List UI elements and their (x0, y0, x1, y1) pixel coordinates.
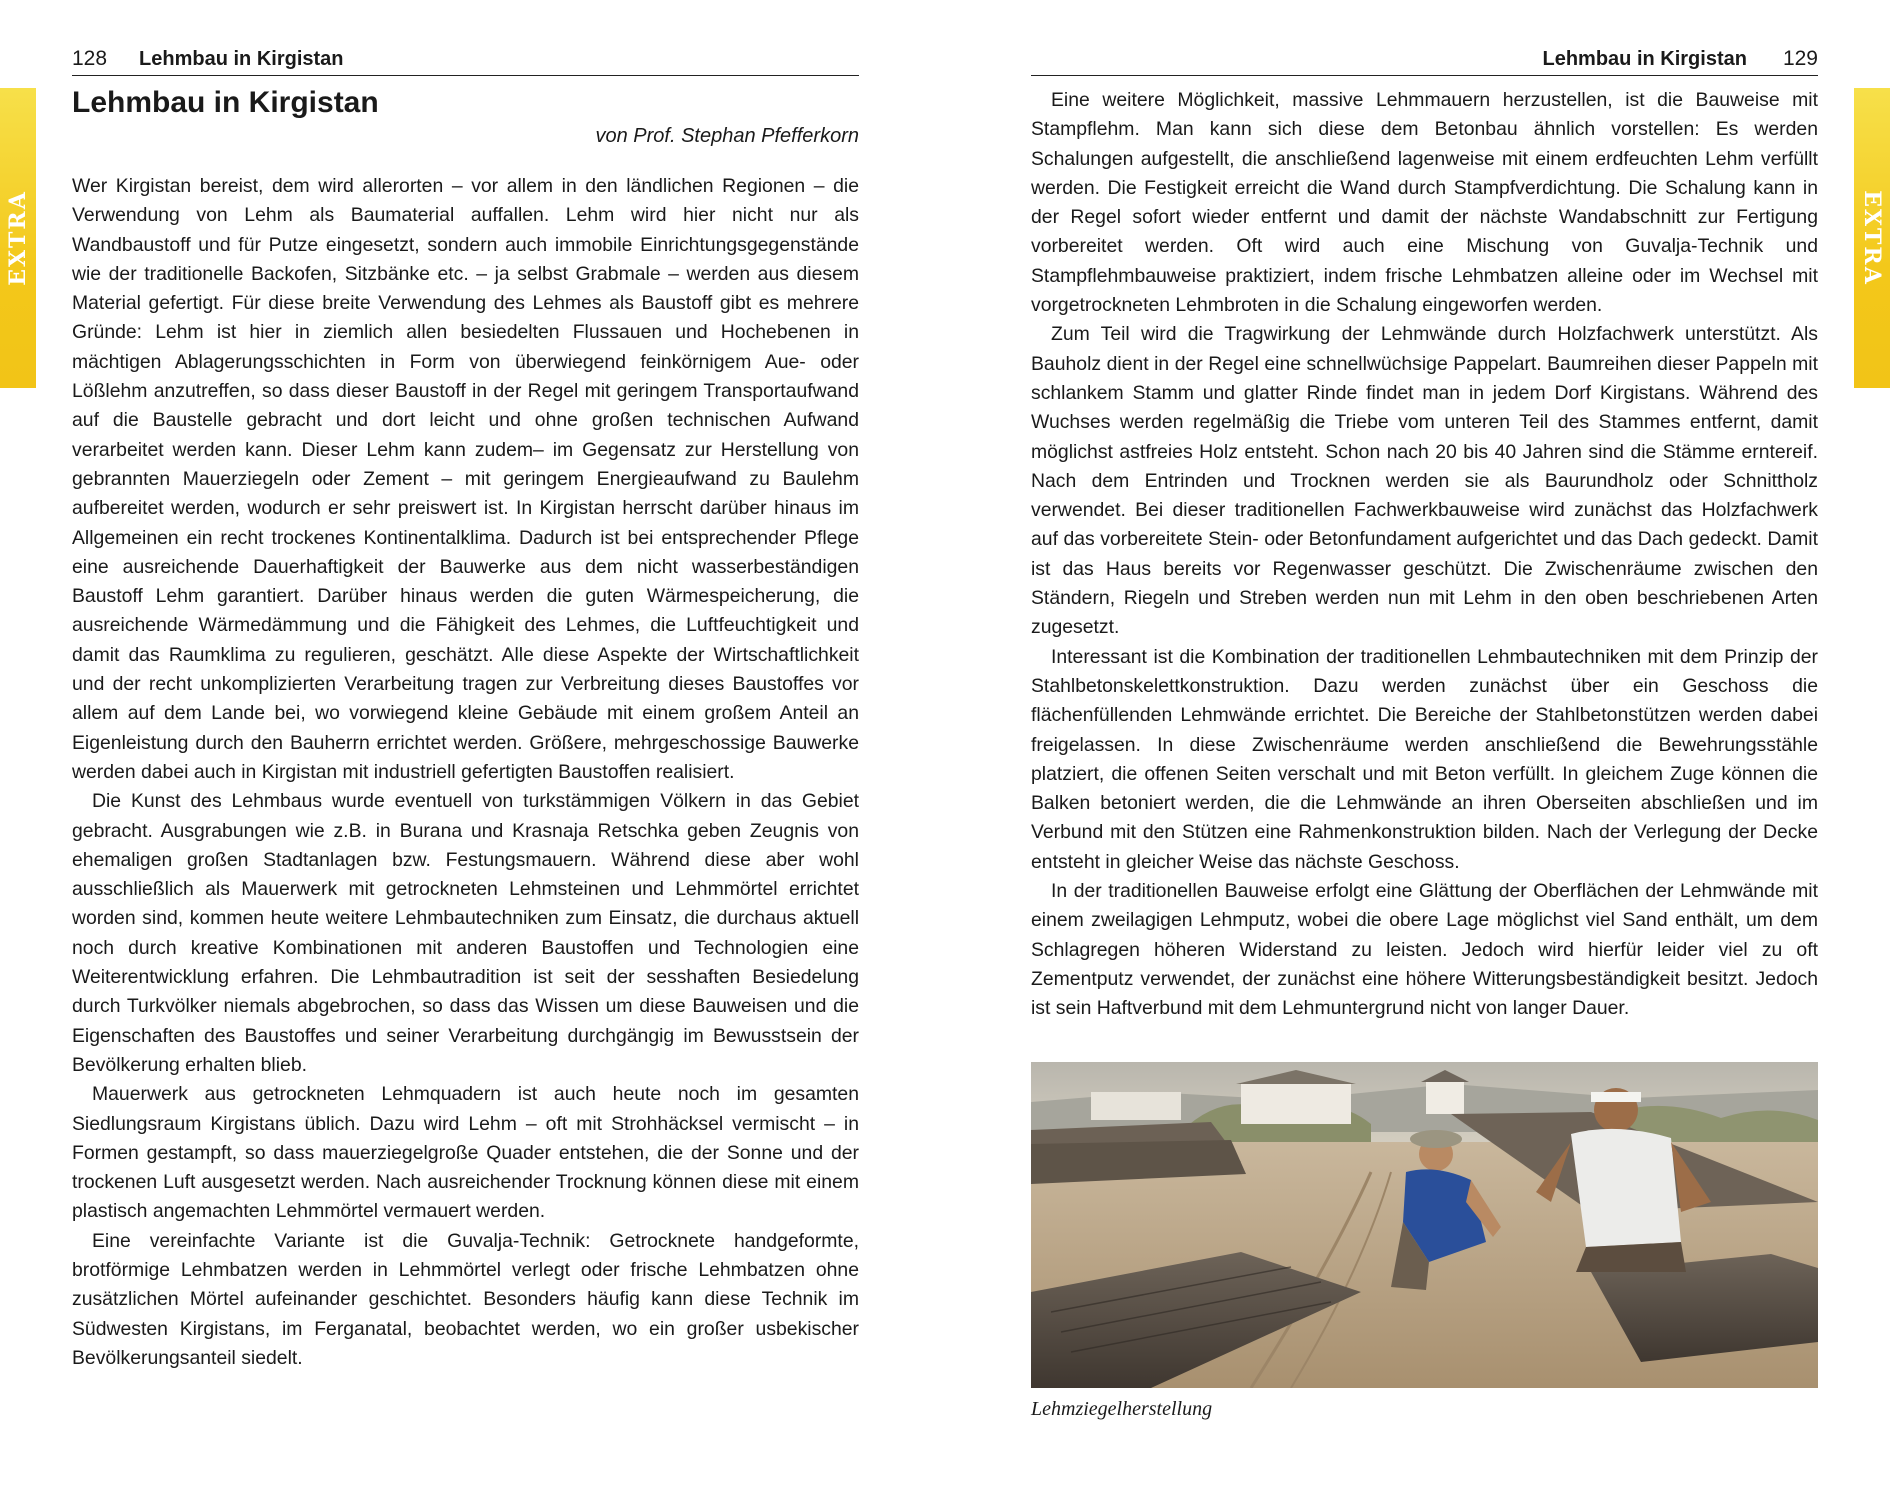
running-head-left (72, 44, 859, 76)
extra-tab-right (1854, 88, 1890, 388)
running-head-right (1031, 44, 1818, 76)
extra-tab-left (0, 88, 36, 388)
paragraph-left-2: Die Kunst des Lehmbaus wurde eventuell von turkstämmigen Völkern in das Gebiet gebracht. Ausgrabungen wie z.B. in Burana und Krasnaja Retschka geben Zeugnis von ehemaligen großen Stadtanlagen bzw. Festungsmauern. Während diese aber wohl ausschließlich als Mauerwerk mit getrockneten Lehmsteinen und Lehmmörtel errichtet worden sind, kommen heute weitere Lehmbautechniken zum Einsatz, die durchaus aktuell noch durch kreative Kombinationen mit anderen Baustoffen und Technologien eine Weiterentwicklung erfahren. Die Lehmbautradition ist seit der sesshaften Besiedelung durch Turkvölker niemals abgebrochen, so dass das Wissen um diese Bauweisen und die Eigenschaften des Baustoffes und seiner Verarbeitung durchgängig im Bewusstsein der Bevölkerung erhalten blieb. (72, 790, 859, 1076)
page-number-right: 129 (1782, 47, 1818, 70)
paragraph-right-4: In der traditionellen Bauweise erfolgt eine Glättung der Oberflächen der Lehmwände mit einem zweilagigen Lehmputz, wobei die obere Lage möglichst viel Sand enthält, um dem Schlagregen höheren Widerstand zu leisten. Jedoch wird hierfür leider viel zu oft Zementputz verwendet, der zunächst eine höhere Witterungsbeständigkeit besitzt. Jedoch ist sein Haftverbund mit dem Lehmuntergrund nicht von langer Dauer. (1031, 880, 1818, 1020)
paragraph-left-4: Eine vereinfachte Variante ist die Guvalja-Technik: Getrocknete handgeformte, brotförmige Lehmbatzen werden in Lehmmörtel verlegt oder frische Lehmbatzen ohne zusätzlichen Mörtel aufeinander geschichtet. Besonders häufig kann diese Technik im Südwesten Kirgistans, im Ferganatal, beobachtet werden, wo ein großer usbekischer Bevölkerungsanteil siedelt. (72, 1229, 859, 1369)
article-title: Lehmbau in Kirgistan (72, 86, 379, 119)
running-head-title-right: Lehmbau in Kirgistan (1542, 48, 1747, 70)
extra-tab-label-right: EXTRA (1859, 190, 1885, 286)
right-page (945, 0, 1890, 1496)
photo-caption: Lehmziegelherstellung (1031, 1398, 1213, 1420)
page-number-left: 128 (72, 47, 108, 70)
paragraph-left-3: Mauerwerk aus getrockneten Lehmquadern ist auch heute noch im gesamten Siedlungsraum Kirgistans üblich. Dazu wird Lehm – oft mit Strohhäcksel vermischt – in Formen gestampft, so dass mauerziegelgroße Quader entstehen, die der Sonne und der trockenen Luft ausgesetzt werden. Nach ausreichender Trocknung können diese mit einem plastisch angemachten Lehmmörtel vermauert werden. (72, 1083, 859, 1223)
left-column (72, 86, 859, 1373)
brickmaking-photo (1031, 1062, 1818, 1388)
running-head-title-left: Lehmbau in Kirgistan (139, 48, 344, 70)
extra-tab-label-left: EXTRA (5, 190, 31, 286)
article-author: von Prof. Stephan Pfefferkorn (595, 125, 859, 147)
paragraph-right-1: Eine weitere Möglichkeit, massive Lehmmauern herzustellen, ist die Bauweise mit Stampflehm. Man kann sich diese dem Betonbau ähnlich vorstellen: Es werden Schalungen aufgestellt, die anschließend lagenweise mit einem erdfeuchten Lehm verfüllt werden. Die Festigkeit erreicht die Wand durch Stampfverdichtung. Die Schalung kann in der Regel sofort wieder entfernt und damit der nächste Wandabschnitt zur Fertigung vorbereitet werden. Oft wird auch eine Mischung von Guvalja-Technik und Stampflehmbauweise praktiziert, indem frische Lehmbatzen alleine oder im Wechsel mit vorgetrockneten Lehmbroten in die Schalung eingeworfen werden. (1031, 89, 1818, 317)
paragraph-right-2: Zum Teil wird die Tragwirkung der Lehmwände durch Holzfachwerk unterstützt. Als Bauholz dient in der Regel eine schnellwüchsige Pappelart. Baumreihen dieser Pappeln mit schlankem Stamm und glatter Rinde findet man in jedem Dorf Kirgistans. Während des Wuchses werden regelmäßig die Triebe vom unteren Teil des Stammes entfernt, damit möglichst astfreies Holz entsteht. Schon nach 20 bis 40 Jahren sind die Stämme erntereif. Nach dem Entrinden und Trocknen werden sie als Baurundholz oder Schnittholz verwendet. Bei dieser traditionellen Fachwerkbauweise wird zunächst das Holzfachwerk auf das vorbereitete Stein- oder Betonfundament aufgerichtet und das Dach gedeckt. Damit ist das Haus bereits vor Regenwasser geschützt. Die Zwischenräume zwischen den Ständern, Riegeln und Streben werden nun mit Lehm in den oben beschriebenen Arten zugesetzt. (1031, 323, 1818, 639)
paragraph-left-1: Wer Kirgistan bereist, dem wird allerorten – vor allem in den ländlichen Regionen – die Verwendung von Lehm als Baumaterial auffallen. Lehm wird hier nicht nur als Wandbaustoff und für Putze eingesetzt, sondern auch immobile Einrichtungsgegenstände wie der traditionelle Backofen, Sitzbänke etc. – ja selbst Grabmale – werden aus diesem Material gefertigt. Für diese breite Verwendung des Lehmes als Baustoff gibt es mehrere Gründe: Lehm ist hier in ziemlich allen besiedelten Flussauen und Hochebenen in mächtigen Ablagerungsschichten in Form von überwiegend feinkörnigem Aue- oder Lößlehm anzutreffen, so dass dieser Baustoff in der Regel mit geringem Transportaufwand auf die Baustelle gebracht und dort leicht und ohne großen technischen Aufwand verarbeitet werden kann. Dieser Lehm kann zudem– im Gegensatz zur Herstellung von gebrannten Mauerziegeln oder Zement – mit geringem Energieaufwand zu Baulehm aufbereitet werden, wodurch er sehr preiswert ist. In Kirgistan herrscht darüber hinaus im Allgemeinen ein recht trockenes Kontinentalklima. Dadurch ist bei entsprechender Pflege eine ausreichende Dauerhaftigkeit der Bauwerke aus dem nicht wasserbeständigen Baustoff Lehm garantiert. Darüber hinaus werden die guten Wärmespeicherung, die ausreichende Wärmedämmung und die Fähigkeit des Lehmes, die Luftfeuchtigkeit und damit das Raumklima zu regulieren, geschätzt. Alle diese Aspekte der Wirtschaftlichkeit und der recht unkomplizierten Verarbeitung tragen zur Verbreitung dieses Baustoffes vor allem auf dem Lande bei, wo vorwiegend kleine Gebäude mit einem großem Anteil an Eigenleistung durch den Bauherrn errichtet werden. Größere, mehrgeschossige Bauwerke werden dabei auch in Kirgistan mit industriell gefertigten Baustoffen realisiert. (72, 175, 859, 783)
right-column (1031, 86, 1818, 1024)
paragraph-right-3: Interessant ist die Kombination der traditionellen Lehmbautechniken mit dem Prinzip der Stahlbetonskelettkonstruktion. Dazu werden zunächst über ein Geschoss die flächenfüllenden Lehmwände errichtet. Die Bereiche der Stahlbetonstützen werden dabei freigelassen. In diese Zwischenräume werden anschließend die Bewehrungsstähle platziert, die offenen Seiten verschalt und mit Beton verfüllt. In gleichem Zuge können die Balken betoniert werden, die die Lehmwände an ihren Oberseiten abschließen und im Verbund mit den Stützen eine Rahmenkonstruktion bilden. Nach der Verlegung der Decke entsteht in gleicher Weise das nächste Geschoss. (1031, 645, 1818, 873)
